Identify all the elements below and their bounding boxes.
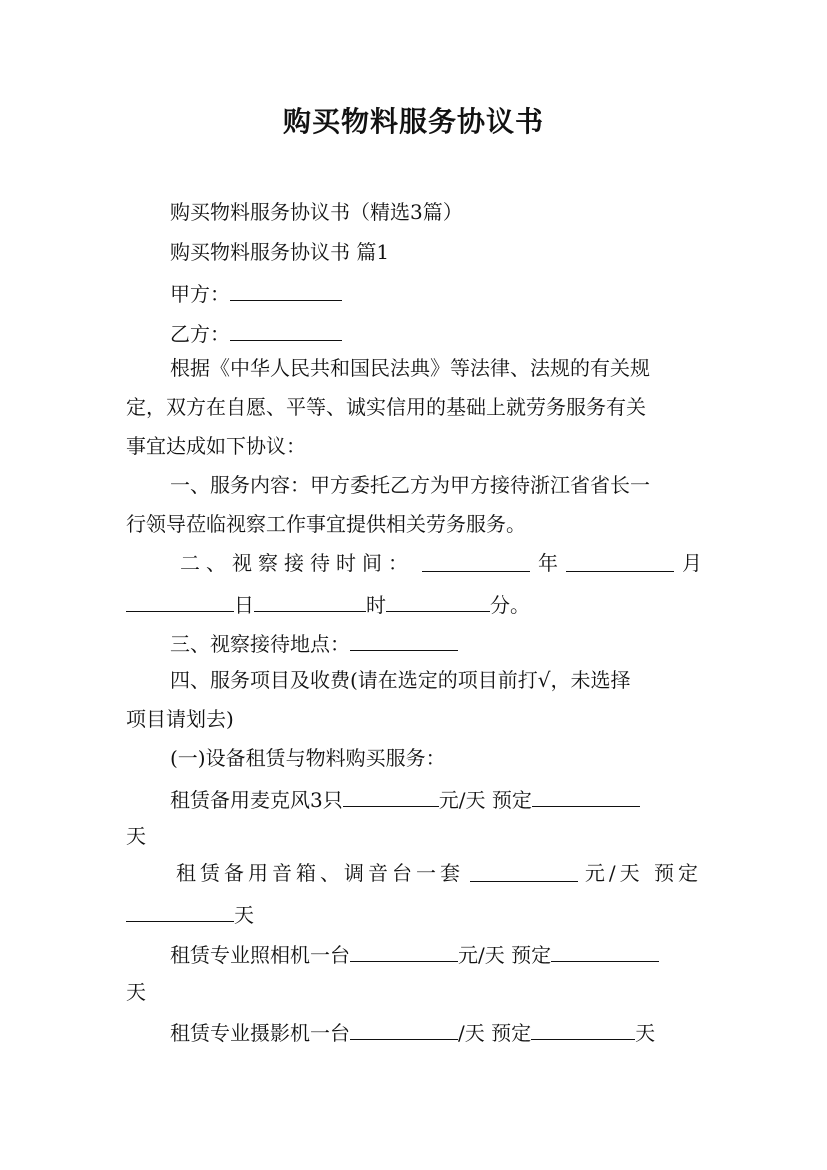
subsection-heading: (一)设备租赁与物料购买服务： bbox=[170, 746, 446, 770]
month-blank bbox=[566, 549, 674, 572]
paragraph-line: 行领导莅临视察工作事宜提供相关劳务服务。 bbox=[126, 512, 526, 536]
rental-item-microphone-days: 天 bbox=[126, 824, 146, 848]
party-a-blank bbox=[230, 278, 342, 301]
days-blank bbox=[551, 939, 659, 962]
unit-label: 元/天 预定 bbox=[458, 943, 552, 967]
inspection-place-line bbox=[170, 628, 702, 658]
document-title: 购买物料服务协议书 bbox=[282, 105, 544, 138]
days-label: 天 bbox=[234, 903, 254, 927]
unit-label: 元/天 预定 bbox=[584, 861, 702, 885]
year-blank bbox=[422, 549, 530, 572]
rental-item-microphone bbox=[170, 784, 702, 814]
rental-item-camera-days: 天 bbox=[126, 980, 146, 1004]
day-label: 日 bbox=[234, 593, 254, 617]
hour-blank bbox=[254, 589, 366, 612]
rental-item-speaker bbox=[176, 859, 702, 887]
inspection-time-label: 二、视察接待时间： bbox=[180, 551, 414, 575]
item-label: 租赁备用麦克风3只 bbox=[170, 788, 343, 812]
item-label: 租赁专业照相机一台 bbox=[170, 943, 350, 967]
rental-item-speaker-days bbox=[126, 899, 702, 929]
hour-label: 时 bbox=[366, 593, 386, 617]
month-label: 月 bbox=[682, 551, 702, 575]
price-blank bbox=[350, 939, 458, 962]
paragraph-line: 根据《中华人民共和国民法典》等法律、法规的有关规 bbox=[170, 356, 650, 380]
place-blank bbox=[350, 628, 458, 651]
party-b-line bbox=[170, 318, 702, 348]
paragraph-line: 一、服务内容：甲方委托乙方为甲方接待浙江省省长一 bbox=[170, 473, 650, 497]
days-label: 天 bbox=[635, 1021, 656, 1045]
inspection-place-label: 三、视察接待地点： bbox=[170, 632, 350, 656]
party-a-label: 甲方： bbox=[170, 282, 230, 306]
inspection-time-line bbox=[180, 549, 702, 577]
item-label: 租赁备用音箱、调音台一套 bbox=[176, 861, 464, 885]
paragraph-line: 项目请划去) bbox=[126, 707, 234, 731]
subtitle-line: 购买物料服务协议书（精选3篇） bbox=[170, 200, 463, 224]
days-blank bbox=[532, 784, 640, 807]
item-label: 租赁专业摄影机一台 bbox=[170, 1021, 350, 1045]
paragraph-line: 定，双方在自愿、平等、诚实信用的基础上就劳务服务有关 bbox=[126, 395, 646, 419]
price-blank bbox=[343, 784, 439, 807]
party-a-line bbox=[170, 278, 702, 308]
party-b-blank bbox=[230, 318, 342, 341]
minute-label: 分。 bbox=[490, 593, 530, 617]
section-heading: 购买物料服务协议书 篇1 bbox=[170, 240, 390, 264]
paragraph-line: 四、服务项目及收费(请在选定的项目前打√，未选择 bbox=[170, 668, 631, 692]
days-blank bbox=[126, 899, 234, 922]
minute-blank bbox=[386, 589, 490, 612]
inspection-time-line-2 bbox=[126, 589, 702, 619]
unit-label: 元/天 预定 bbox=[438, 788, 532, 812]
price-blank bbox=[350, 1017, 458, 1040]
party-b-label: 乙方： bbox=[170, 322, 230, 346]
rental-item-camera bbox=[170, 939, 702, 969]
day-blank bbox=[126, 589, 234, 612]
days-blank bbox=[531, 1017, 635, 1040]
paragraph-line: 事宜达成如下协议： bbox=[126, 434, 306, 458]
unit-label: /天 预定 bbox=[458, 1021, 532, 1045]
year-label: 年 bbox=[538, 551, 558, 575]
rental-item-videocam bbox=[170, 1017, 702, 1047]
price-blank bbox=[470, 859, 578, 882]
